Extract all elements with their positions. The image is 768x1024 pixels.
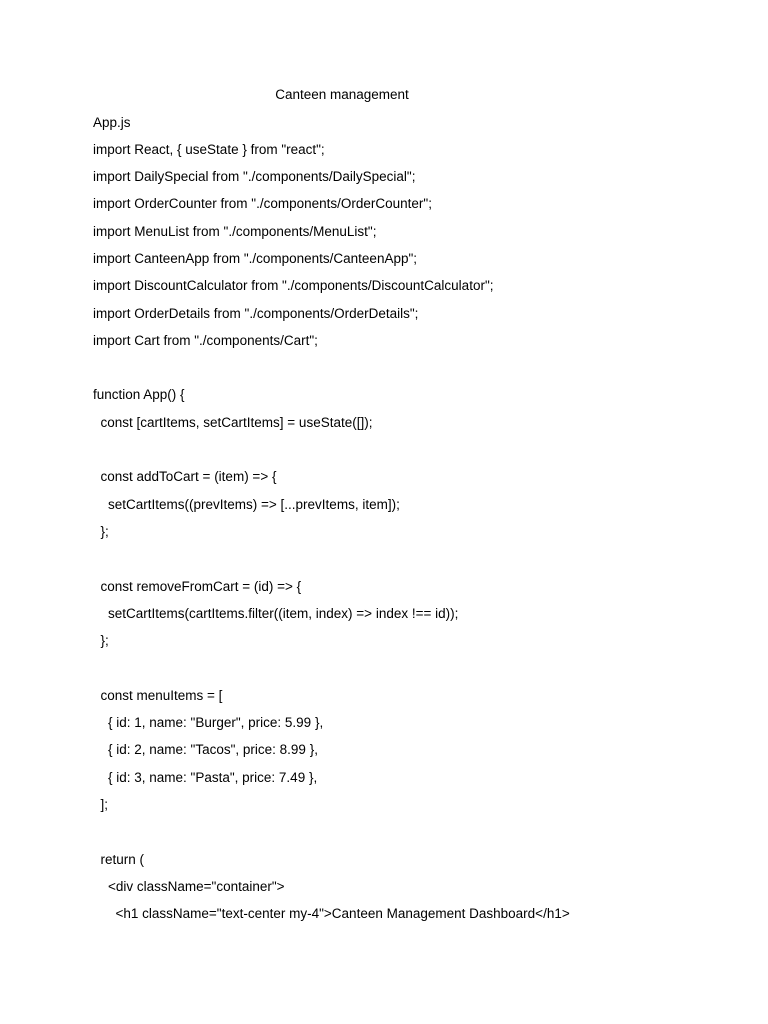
code-line: const removeFromCart = (id) => { [93,578,302,594]
code-line: <h1 className="text-center my-4">Canteen Management Dashboard</h1> [93,906,570,922]
code-line: return ( [93,851,145,867]
code-line: import DailySpecial from "./components/DailySpecial"; [93,169,416,185]
code-line: import OrderCounter from "./components/OrderCounter"; [93,196,432,212]
code-line: import MenuList from "./components/MenuList"; [93,223,377,239]
code-line: { id: 2, name: "Tacos", price: 8.99 }, [93,742,318,758]
code-line: function App() { [93,387,185,403]
code-line: import OrderDetails from "./components/OrderDetails"; [93,305,419,321]
code-line: import DiscountCalculator from "./components/DiscountCalculator"; [93,278,494,294]
code-line: import CanteenApp from "./components/CanteenApp"; [93,250,418,266]
code-listing [93,114,733,933]
code-line: const menuItems = [ [93,687,223,703]
blank-line [93,659,733,686]
document-title: Canteen management [275,87,409,102]
code-line: <div className="container"> [93,878,285,894]
code-line: const [cartItems, setCartItems] = useState([]); [93,414,373,430]
code-line: const addToCart = (item) => { [93,469,277,485]
code-line: }; [93,633,109,649]
blank-line [93,550,733,577]
blank-line [93,823,733,850]
code-line: { id: 3, name: "Pasta", price: 7.49 }, [93,769,318,785]
code-line: import React, { useState } from "react"; [93,141,325,157]
code-line: setCartItems(cartItems.filter((item, index) => index !== id)); [93,605,459,621]
code-line: }; [93,523,109,539]
code-line: { id: 1, name: "Burger", price: 5.99 }, [93,715,324,731]
code-line: App.js [93,114,131,130]
code-line: setCartItems((prevItems) => [...prevItems, item]); [93,496,400,512]
code-line: import Cart from "./components/Cart"; [93,332,318,348]
blank-line [93,441,733,468]
code-line: ]; [93,796,109,812]
blank-line [93,359,733,386]
